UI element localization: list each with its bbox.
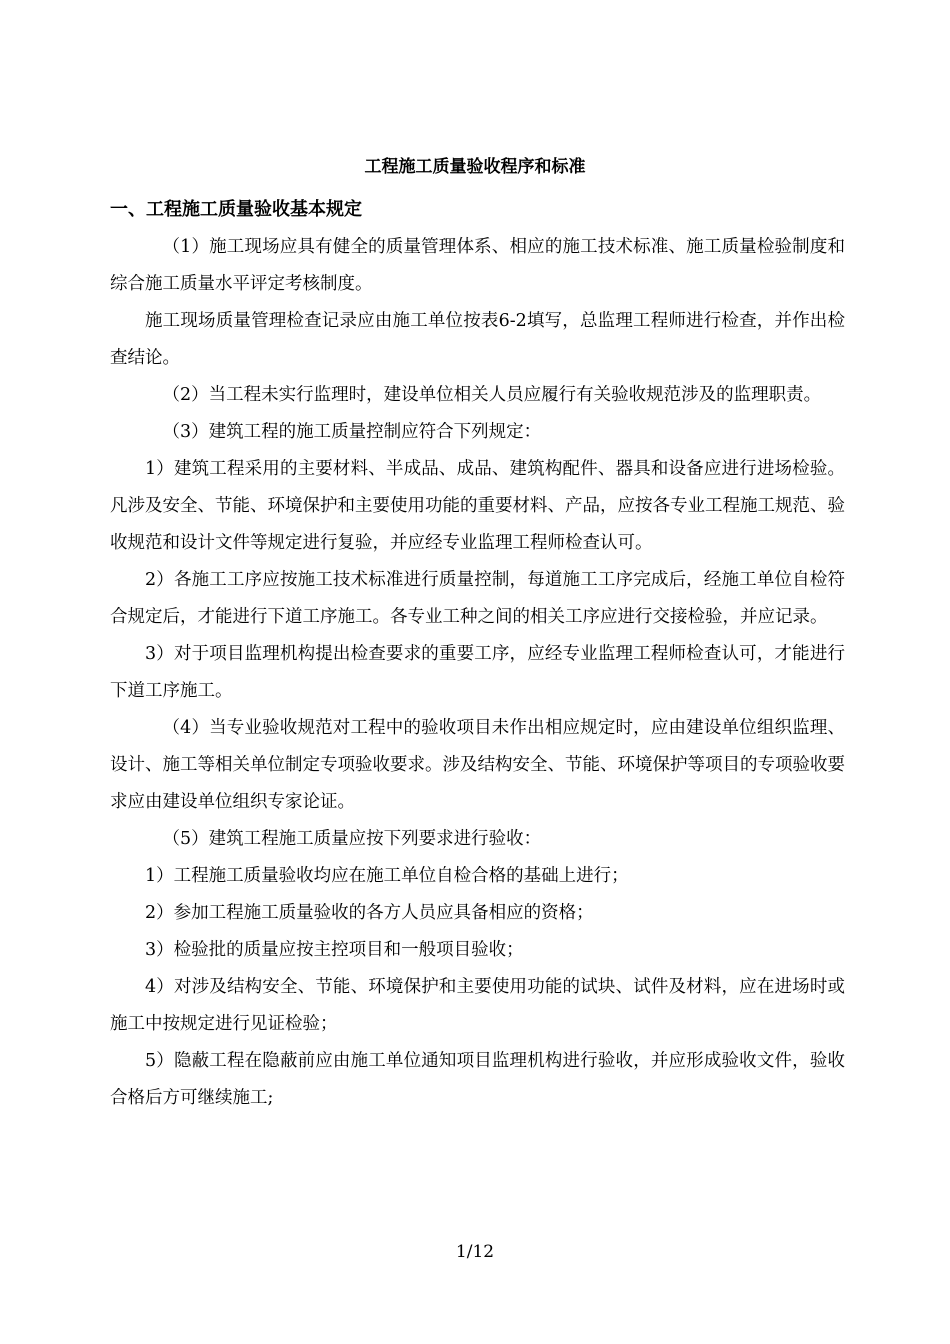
paragraph: 3）检验批的质量应按主控项目和一般项目验收； — [145, 940, 524, 960]
document-title: 工程施工质量验收程序和标准 — [364, 157, 586, 177]
paragraph: 2）参加工程施工质量验收的各方人员应具备相应的资格； — [145, 903, 594, 923]
paragraph: （4）当专业验收规范对工程中的验收项目未作出相应规定时，应由建设单位组织监理、设计、施工等相关单位制定专项验收要求。涉及结构安全、节能、环境保护等项目的专项验收要求应由建设单位组织专家论证。 — [110, 718, 845, 812]
paragraph: 2）各施工工序应按施工技术标准进行质量控制，每道施工工序完成后，经施工单位自检符合规定后，才能进行下道工序施工。各专业工种之间的相关工序应进行交接检验，并应记录。 — [110, 570, 845, 627]
paragraph: 5）隐蔽工程在隐蔽前应由施工单位通知项目监理机构进行验收，并应形成验收文件，验收合格后方可继续施工; — [110, 1051, 845, 1108]
section-heading: 一、工程施工质量验收基本规定 — [110, 199, 362, 220]
page-number: 1/12 — [455, 1242, 495, 1262]
paragraph: 3）对于项目监理机构提出检查要求的重要工序，应经专业监理工程师检查认可，才能进行下道工序施工。 — [110, 644, 845, 701]
paragraph: （2）当工程未实行监理时，建设单位相关人员应履行有关验收规范涉及的监理职责。 — [162, 385, 822, 405]
paragraph: （3）建筑工程的施工质量控制应符合下列规定： — [162, 422, 542, 442]
paragraph: 1）建筑工程采用的主要材料、半成品、成品、建筑构配件、器具和设备应进行进场检验。凡涉及安全、节能、环境保护和主要使用功能的重要材料、产品，应按各专业工程施工规范、验收规范和设计文件等规定进行复验，并应经专业监理工程师检查认可。 — [110, 459, 845, 553]
paragraph: 施工现场质量管理检查记录应由施工单位按表6-2填写，总监理工程师进行检查，并作出检查结论。 — [110, 311, 845, 368]
paragraph: 1）工程施工质量验收均应在施工单位自检合格的基础上进行； — [145, 866, 629, 886]
paragraph: 4）对涉及结构安全、节能、环境保护和主要使用功能的试块、试件及材料，应在进场时或施工中按规定进行见证检验； — [110, 977, 845, 1034]
paragraph: （5）建筑工程施工质量应按下列要求进行验收： — [162, 829, 542, 849]
document-body — [110, 229, 845, 1117]
paragraph: （1）施工现场应具有健全的质量管理体系、相应的施工技术标准、施工质量检验制度和综合施工质量水平评定考核制度。 — [110, 237, 845, 294]
